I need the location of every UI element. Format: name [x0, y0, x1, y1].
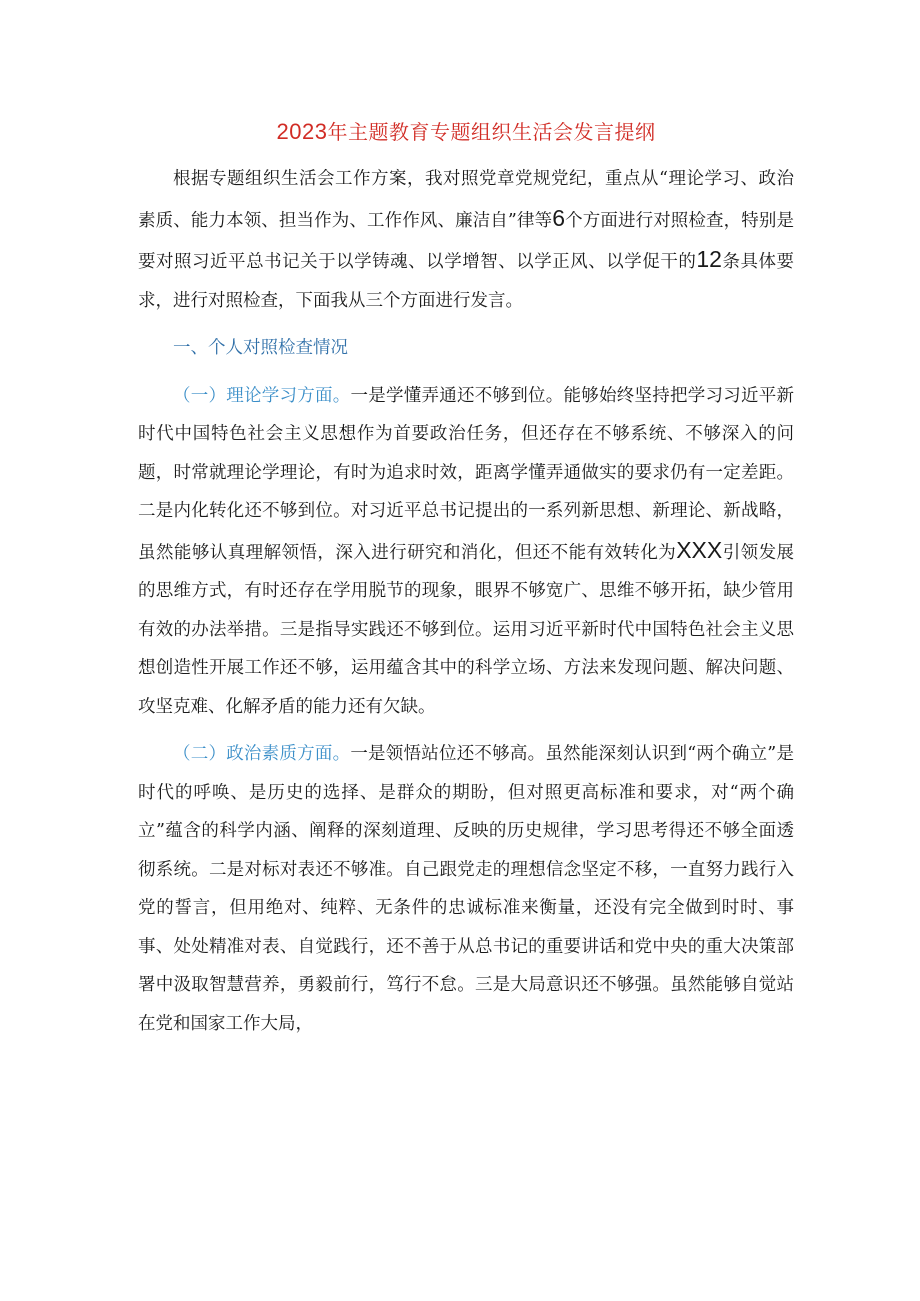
theory-study-paragraph [138, 377, 794, 727]
political-quality-text: 一是领悟站位还不够高。虽然能深刻认识到“两个确立”是时代的呼唤、是历史的选择、是群众的期盼，但对照更高标准和要求，对“两个确立”蕴含的科学内涵、阐释的深刻道理、反映的历史规律，学习思考得还不够全面透彻系统。二是对标对表还不够准。自己跟党走的理想信念坚定不移，一直努力践行入党的誓言，但用绝对、纯粹、无条件的忠诚标准来衡量，还没有完全做到时时、事事、处处精准对表、自觉践行，还不善于从总书记的重要讲话和党中央的重大决策部署中汲取智慧营养，勇毅前行，笃行不怠。三是大局意识还不够强。虽然能够自觉站在党和国家工作大局， [138, 744, 794, 1034]
title-year: 2023 [276, 119, 328, 144]
intro-number-twelve: 12 [696, 246, 722, 272]
intro-text-part1: 根据专题组织生活会工作方案，我对照党章党规党纪，重点从“理论学习、政治素质、能力本领、担当作为、工作作风、廉洁自”律等 [138, 169, 794, 231]
placeholder-xxx: XXX [676, 536, 723, 563]
subsection-heading-theory-study: （一）理论学习方面。 [173, 385, 351, 406]
subsection-heading-political-quality: （二）政治素质方面。 [173, 744, 351, 764]
section-heading-personal-check: 一、个人对照检查情况 [173, 338, 348, 358]
theory-study-text-a: 一是学懂弄通还不够到位。能够始终坚持把学习习近平新时代中国特色社会主义思想作为首要政治任务，但还存在不够系统、不够深入的问题，时常就理论学理论，有时为追求时效，距离学懂弄通做实的要求仍有一定差距。二是内化转化还不够到位。对习近平总书记提出的一系列新思想、新理论、新战略，虽然能够认真理解领悟，深入进行研究和消化，但还不能有效转化为 [138, 385, 794, 563]
intro-number-six: 6 [552, 204, 565, 231]
theory-study-text-b: 引领发展的思维方式，有时还存在学用脱节的现象，眼界不够宽广、思维不够开拓，缺少管用有效的办法举措。三是指导实践还不够到位。运用习近平新时代中国特色社会主义思想创造性开展工作还不够，运用蕴含其中的科学立场、方法来发现问题、解决问题、攻坚克难、化解矛盾的能力还有欠缺。 [138, 542, 795, 717]
document-body [138, 112, 794, 1043]
intro-text-part2: 个方面进行对照检查，特别是要对照习近平总书记关于以学铸魂、以学增智、以学正风、以学促干的 [138, 210, 794, 272]
intro-paragraph [138, 160, 794, 320]
intro-text-part3: 条具体要求，进行对照检查，下面我从三个方面进行发言。 [138, 252, 794, 311]
document-title [138, 112, 794, 152]
political-quality-paragraph [138, 735, 794, 1043]
title-text: 年主题教育专题组织生活会发言提纲 [327, 120, 656, 144]
